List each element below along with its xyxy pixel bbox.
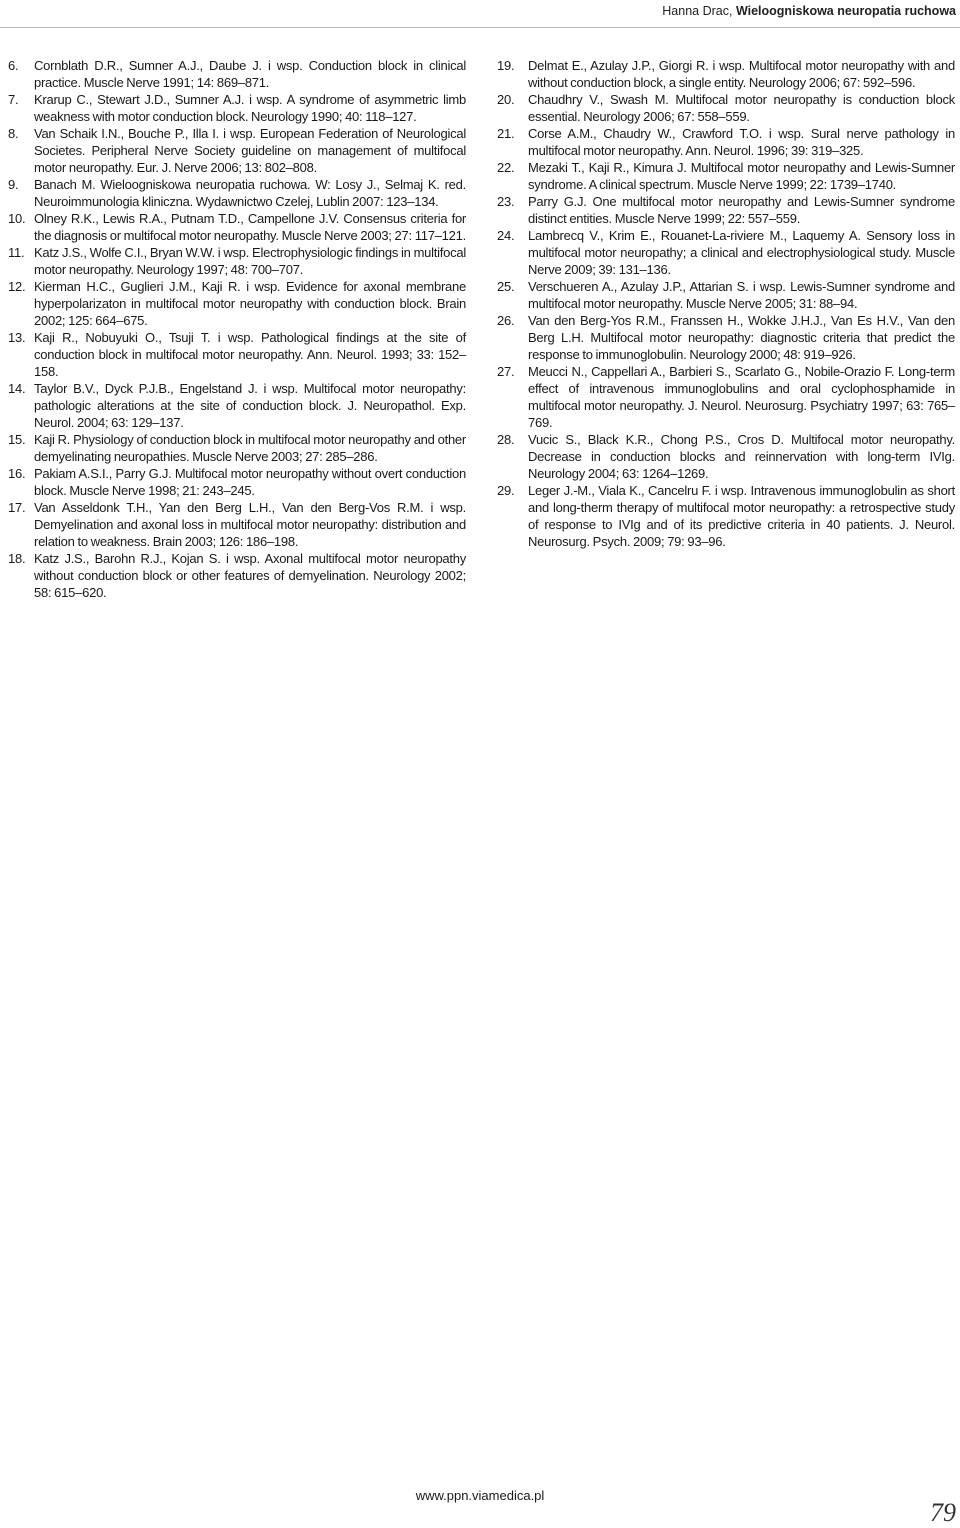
reference-number: 27. <box>497 364 515 379</box>
reference-text: Van Asseldonk T.H., Yan den Berg L.H., Van den Berg-Vos R.M. i wsp. Demyelination and axonal loss in multifocal motor neuropathy: distribution and relation to weakness. Brain 2003; 126: 186–198. <box>34 500 466 549</box>
reference-number: 7. <box>8 92 19 107</box>
reference-number: 23. <box>497 194 515 209</box>
reference-text: Krarup C., Stewart J.D., Sumner A.J. i wsp. A syndrome of asymmetric limb weakness with motor conduction block. Neurology 1990; 40: 118–127. <box>34 92 466 124</box>
reference-number: 8. <box>8 126 19 141</box>
reference-text: Katz J.S., Barohn R.J., Kojan S. i wsp. Axonal multifocal motor neuropathy without conduction block or other features of demyelination. Neurology 2002; 58: 615–620. <box>34 551 466 600</box>
reference-number: 14. <box>8 381 26 396</box>
reference-text: Taylor B.V., Dyck P.J.B., Engelstand J. i wsp. Multifocal motor neuropathy: pathologic alterations at the site of conduction block. J. Neuropathol. Exp. Neurol. 2004; 63: 129–137. <box>34 381 466 430</box>
reference-number: 11. <box>8 245 25 260</box>
reference-number: 28. <box>497 432 515 447</box>
reference-item <box>8 380 466 431</box>
reference-item <box>497 312 955 363</box>
reference-text: Kaji R., Nobuyuki O., Tsuji T. i wsp. Pathological findings at the site of conduction block in multifocal motor neuropathy. Ann. Neurol. 1993; 33: 152–158. <box>34 330 466 379</box>
reference-item <box>8 431 466 465</box>
reference-text: Meucci N., Cappellari A., Barbieri S., Scarlato G., Nobile-Orazio F. Long-term effect of intravenous immunoglobulins and oral cyclophosphamide in multifocal motor neuropathy. J. Neurol. Neurosurg. Psychiatry 1997; 63: 765–769. <box>528 364 955 430</box>
reference-item <box>8 125 466 176</box>
reference-text: Mezaki T., Kaji R., Kimura J. Multifocal motor neuropathy and Lewis-Sumner syndrome. A clinical spectrum. Muscle Nerve 1999; 22: 1739–1740. <box>528 160 955 192</box>
reference-item <box>497 159 955 193</box>
reference-item <box>497 57 955 91</box>
reference-number: 6. <box>8 58 19 73</box>
running-head-title: Wieloogniskowa neuropatia ruchowa <box>735 4 956 18</box>
reference-text: Parry G.J. One multifocal motor neuropathy and Lewis-Sumner syndrome distinct entities. Muscle Nerve 1999; 22: 557–559. <box>528 194 955 226</box>
reference-text: Vucic S., Black K.R., Chong P.S., Cros D. Multifocal motor neuropathy. Decrease in conduction blocks and reinnervation with long-term IVIg. Neurology 2004; 63: 1264–1269. <box>528 432 955 481</box>
reference-text: Corse A.M., Chaudry W., Crawford T.O. i wsp. Sural nerve pathology in multifocal motor neuropathy. Ann. Neurol. 1996; 39: 319–325. <box>528 126 955 158</box>
reference-number: 26. <box>497 313 515 328</box>
journal-url: www.ppn.viamedica.pl <box>415 1488 545 1503</box>
reference-number: 24. <box>497 228 515 243</box>
reference-number: 18. <box>8 551 26 566</box>
reference-text: Pakiam A.S.I., Parry G.J. Multifocal motor neuropathy without overt conduction block. Muscle Nerve 1998; 21: 243–245. <box>34 466 466 498</box>
page-number: 79 <box>930 1498 956 1527</box>
reference-text: Kierman H.C., Guglieri J.M., Kaji R. i wsp. Evidence for axonal membrane hyperpolarizaton in multifocal motor neuropathy with conduction block. Brain 2002; 125: 664–675. <box>34 279 466 328</box>
reference-item <box>8 210 466 244</box>
reference-item <box>8 176 466 210</box>
reference-text: Olney R.K., Lewis R.A., Putnam T.D., Campellone J.V. Consensus criteria for the diagnosis or multifocal motor neuropathy. Muscle Nerve 2003; 27: 117–121. <box>34 211 466 243</box>
reference-number: 21. <box>497 126 515 141</box>
reference-number: 25. <box>497 279 515 294</box>
reference-number: 19. <box>497 58 515 73</box>
reference-item <box>497 482 955 550</box>
reference-item <box>497 91 955 125</box>
reference-number: 17. <box>8 500 26 515</box>
running-head <box>0 0 960 28</box>
reference-text: Chaudhry V., Swash M. Multifocal motor neuropathy is conduction block essential. Neurology 2006; 67: 558–559. <box>528 92 955 124</box>
reference-text: Leger J.-M., Viala K., Cancelru F. i wsp. Intravenous immunoglobulin as short and long-therm therapy of multifocal motor neuropathy: a retrospective study of response to IVIg and of its predictive criteria in 40 patients. J. Neurol. Neurosurg. Psych. 2009; 79: 93–96. <box>528 483 955 549</box>
reference-text: Delmat E., Azulay J.P., Giorgi R. i wsp. Multifocal motor neuropathy with and without conduction block, a single entity. Neurology 2006; 67: 592–596. <box>528 58 955 90</box>
reference-item <box>8 329 466 380</box>
reference-number: 10. <box>8 211 26 226</box>
reference-number: 16. <box>8 466 26 481</box>
references-column-right <box>497 57 955 550</box>
header-rule <box>0 27 960 28</box>
reference-number: 22. <box>497 160 515 175</box>
reference-item <box>8 465 466 499</box>
reference-item <box>497 227 955 278</box>
running-head-author: Hanna Drac, <box>662 4 733 18</box>
reference-item <box>8 57 466 91</box>
reference-number: 12. <box>8 279 26 294</box>
reference-text: Van den Berg-Yos R.M., Franssen H., Wokke J.H.J., Van Es H.V., Van den Berg L.H. Multifocal motor neuropathy: diagnostic criteria that predict the response to immunoglobulin. Neurology 2000; 48: 919–926. <box>528 313 955 362</box>
reference-text: Banach M. Wieloogniskowa neuropatia ruchowa. W: Losy J., Selmaj K. red. Neuroimmunologia kliniczna. Wydawnictwo Czelej, Lublin 2007: 123–134. <box>34 177 466 209</box>
reference-item <box>497 193 955 227</box>
reference-text: Verschueren A., Azulay J.P., Attarian S. i wsp. Lewis-Sumner syndrome and multifocal motor neuropathy. Muscle Nerve 2005; 31: 88–94. <box>528 279 955 311</box>
reference-number: 13. <box>8 330 26 345</box>
reference-text: Cornblath D.R., Sumner A.J., Daube J. i wsp. Conduction block in clinical practice. Muscle Nerve 1991; 14: 869–871. <box>34 58 466 90</box>
reference-number: 15. <box>8 432 26 447</box>
reference-item <box>8 91 466 125</box>
reference-text: Kaji R. Physiology of conduction block in multifocal motor neuropathy and other demyelinating neuropathies. Muscle Nerve 2003; 27: 285–286. <box>34 432 466 464</box>
references-column-left <box>8 57 466 601</box>
reference-text: Van Schaik I.N., Bouche P., Illa I. i wsp. European Federation of Neurological Societes. Peripheral Nerve Society guideline on management of multifocal motor neuropathy. Eur. J. Nerve 2006; 13: 802–808. <box>34 126 466 175</box>
reference-item <box>8 499 466 550</box>
reference-item <box>8 550 466 601</box>
reference-number: 29. <box>497 483 515 498</box>
reference-item <box>497 125 955 159</box>
reference-item <box>497 431 955 482</box>
reference-item <box>497 278 955 312</box>
reference-text: Katz J.S., Wolfe C.I., Bryan W.W. i wsp. Electrophysiologic findings in multifocal motor neuropathy. Neurology 1997; 48: 700–707. <box>34 245 466 277</box>
reference-number: 9. <box>8 177 19 192</box>
reference-item <box>8 278 466 329</box>
reference-item <box>8 244 466 278</box>
reference-item <box>497 363 955 431</box>
reference-text: Lambrecq V., Krim E., Rouanet-La-riviere M., Laquemy A. Sensory loss in multifocal motor neuropathy; a clinical and electrophysiological study. Muscle Nerve 2009; 39: 131–136. <box>528 228 955 277</box>
reference-number: 20. <box>497 92 515 107</box>
